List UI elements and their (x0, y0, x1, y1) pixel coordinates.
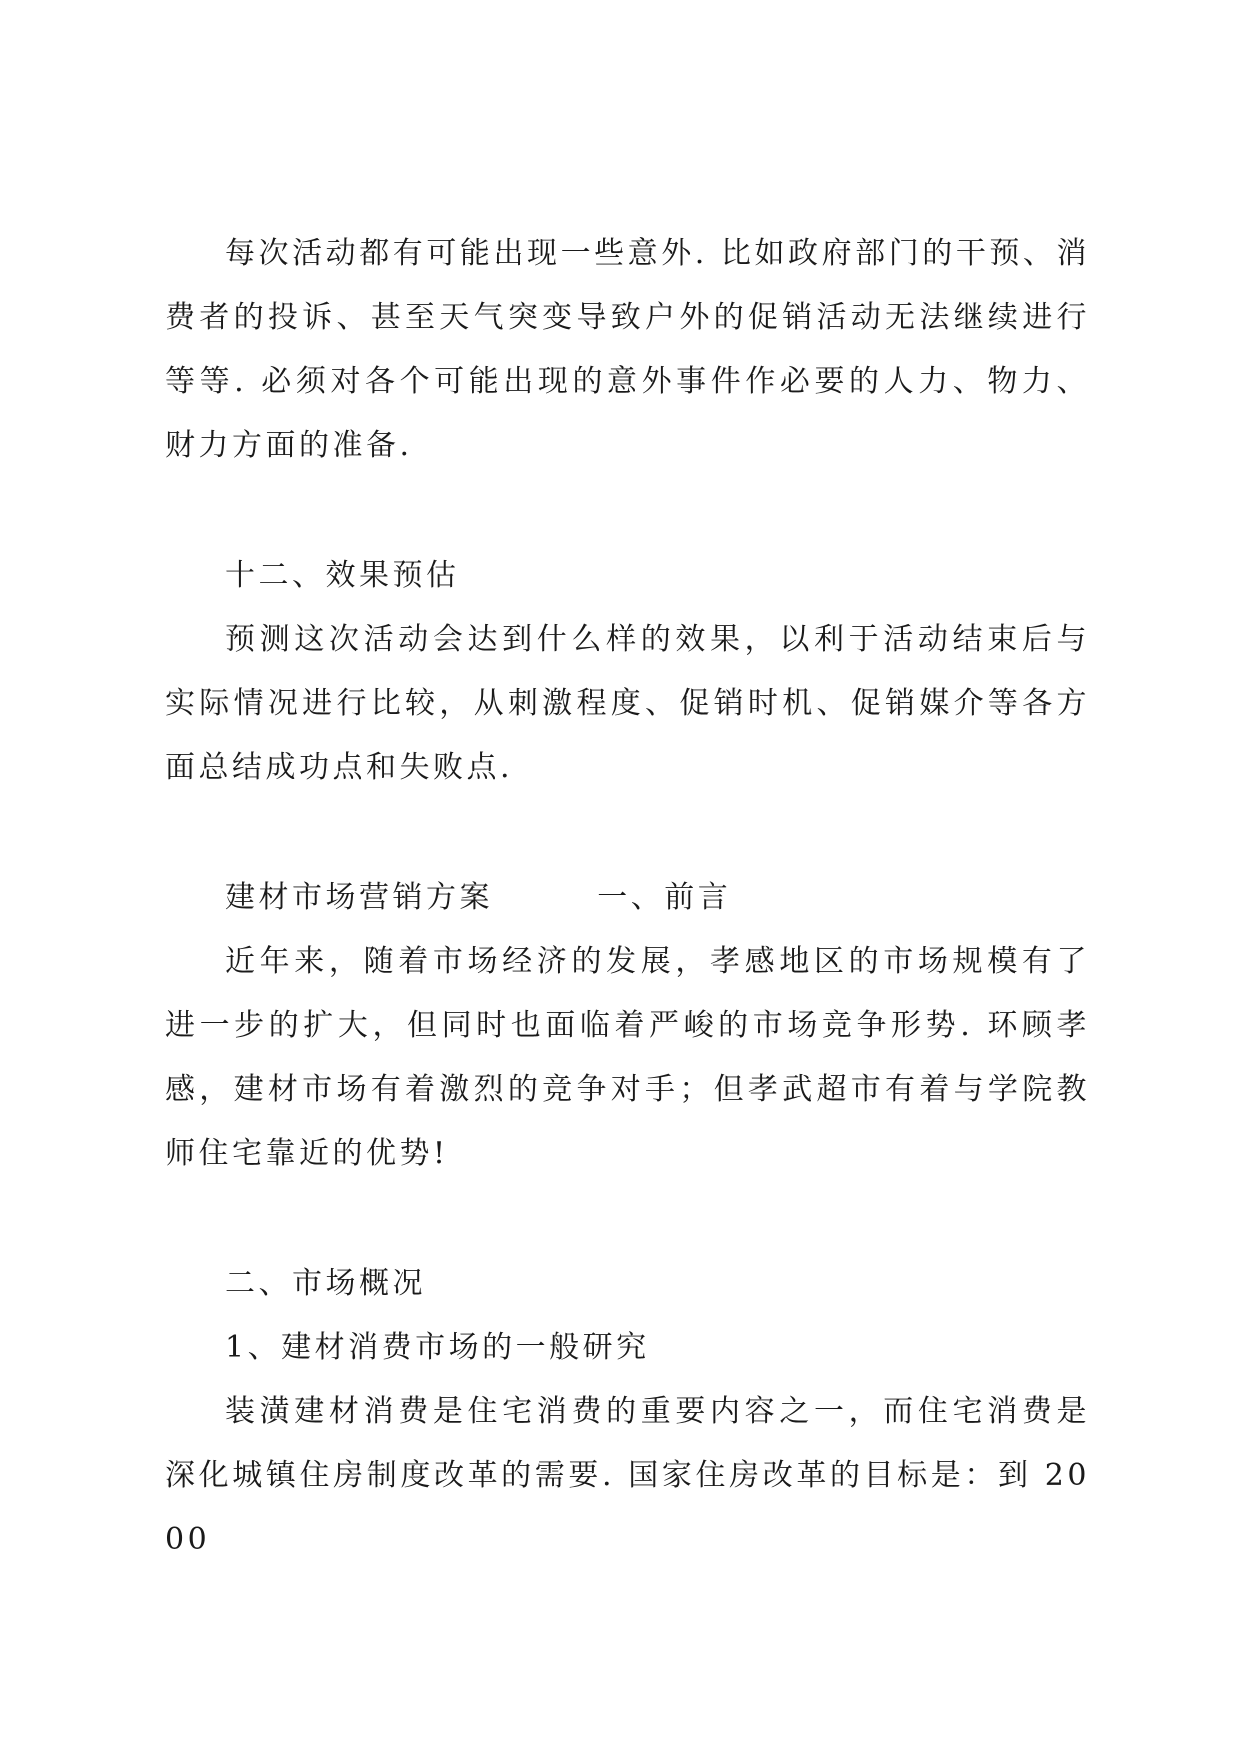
document-page (165, 222, 1090, 1572)
paragraph-effect-estimate: 预测这次活动会达到什么样的效果，以利于活动结束后与实际情况进行比较，从刺激程度、促销时机、促销媒介等各方面总结成功点和失败点. (165, 622, 1090, 785)
paragraph-preface: 近年来，随着市场经济的发展，孝感地区的市场规模有了进一步的扩大，但同时也面临着严峻的市场竞争形势. 环顾孝感，建材市场有着激烈的竞争对手；但孝武超市有着与学院教师住宅靠近的优势! (165, 944, 1090, 1171)
heading-effect-estimate: 十二、效果预估 (225, 558, 460, 593)
paragraph-gap (165, 1186, 1090, 1252)
paragraph-gap (165, 478, 1090, 544)
heading-market-research: 1、建材消费市场的一般研究 (225, 1330, 650, 1365)
paragraph-gap (165, 800, 1090, 866)
paragraph-market-research: 装潢建材消费是住宅消费的重要内容之一，而住宅消费是深化城镇住房制度改革的需要. 国家住房改革的目标是：到 2000 (165, 1394, 1090, 1557)
paragraph-contingency: 每次活动都有可能出现一些意外. 比如政府部门的干预、消费者的投诉、甚至天气突变导致户外的促销活动无法继续进行等等. 必须对各个可能出现的意外事件作必要的人力、物力、财力方面的准备. (165, 236, 1090, 463)
heading-market-overview: 二、市场概况 (225, 1266, 426, 1301)
heading-marketing-plan-preface: 建材市场营销方案 一、前言 (225, 880, 732, 915)
